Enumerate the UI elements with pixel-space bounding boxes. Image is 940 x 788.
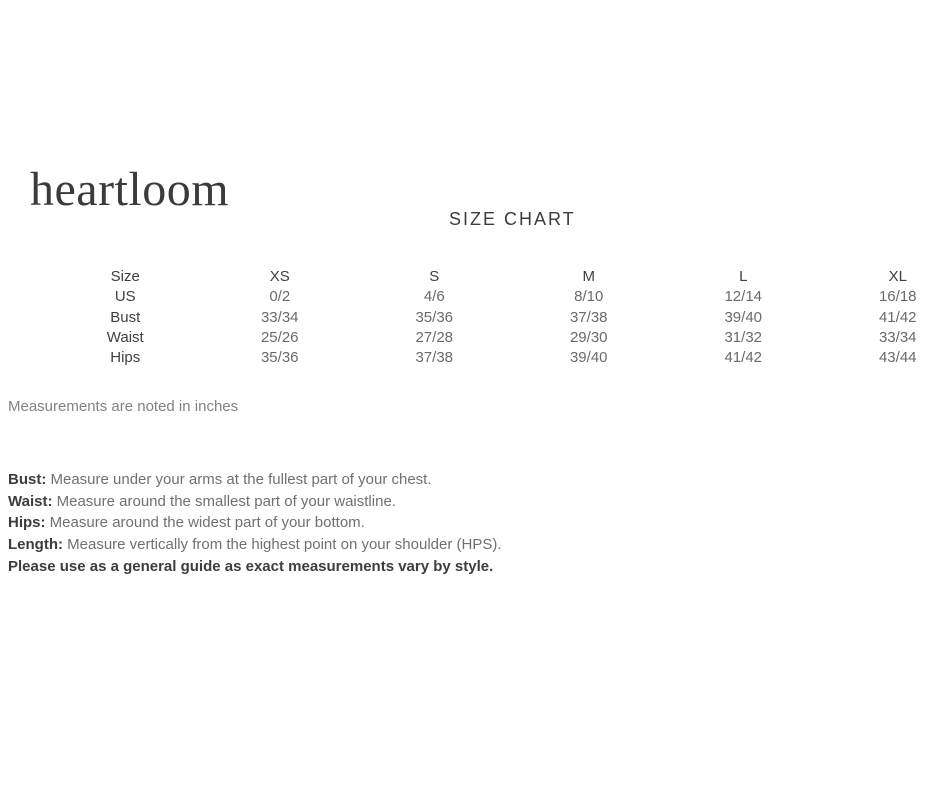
guide-line-length [8, 534, 502, 556]
table-cell: 35/36 [260, 349, 299, 367]
table-cell: 33/34 [260, 308, 299, 326]
table-cell: 27/28 [415, 328, 454, 346]
table-cell: 12/14 [724, 288, 763, 306]
guide-text: Measure around the smallest part of your waistline. [52, 492, 396, 510]
table-cell: 8/10 [574, 288, 604, 306]
guide-line-bust [8, 469, 502, 491]
table-cell: 31/32 [724, 328, 763, 346]
table-cell: 41/42 [724, 349, 763, 367]
guide-text: Measure around the widest part of your bottom. [45, 514, 365, 532]
size-table [48, 267, 940, 369]
page-title: SIZE CHART [449, 209, 576, 229]
measurement-guide [8, 469, 502, 578]
table-cell: 25/26 [260, 328, 299, 346]
guide-label: Bust: [8, 471, 47, 488]
guide-line-waist [8, 491, 502, 513]
column-header-xl: XL [888, 267, 907, 285]
table-row-bust [48, 308, 940, 328]
table-cell: 43/44 [878, 349, 917, 367]
row-label: Bust [110, 308, 141, 326]
guide-label: Waist: [8, 492, 53, 510]
table-cell: 37/38 [569, 308, 608, 326]
table-cell: 0/2 [269, 288, 291, 306]
units-note: Measurements are noted in inches [8, 398, 239, 415]
guide-label: Hips: [8, 514, 46, 532]
table-cell: 39/40 [569, 349, 608, 367]
table-cell: 35/36 [415, 308, 454, 326]
column-header-m: M [582, 267, 595, 285]
brand-logo: heartloom [30, 163, 230, 216]
guide-text: Measure vertically from the highest point on your shoulder (HPS). [62, 536, 502, 554]
table-row-us [48, 287, 940, 307]
table-cell: 41/42 [878, 308, 917, 326]
row-label: Waist [106, 328, 144, 346]
table-cell: 39/40 [724, 308, 763, 326]
table-cell: 29/30 [569, 328, 608, 346]
table-cell: 4/6 [423, 288, 445, 306]
table-cell: 33/34 [878, 328, 917, 346]
guide-label: Length: [8, 536, 63, 554]
table-cell: 16/18 [878, 288, 917, 306]
column-header-size: Size [110, 267, 140, 285]
guide-text: Measure under your arms at the fullest part of your chest. [46, 471, 432, 488]
table-row-hips [48, 348, 940, 368]
size-table-header-row [48, 267, 940, 287]
guide-disclaimer: Please use as a general guide as exact measurements vary by style. [8, 557, 494, 575]
column-header-xs: XS [269, 267, 290, 285]
column-header-s: S [429, 267, 440, 285]
column-header-l: L [739, 267, 748, 285]
row-label: Hips [110, 349, 141, 367]
table-row-waist [48, 328, 940, 348]
table-cell: 37/38 [415, 349, 454, 367]
row-label: US [114, 288, 136, 306]
guide-line-hips [8, 512, 502, 534]
